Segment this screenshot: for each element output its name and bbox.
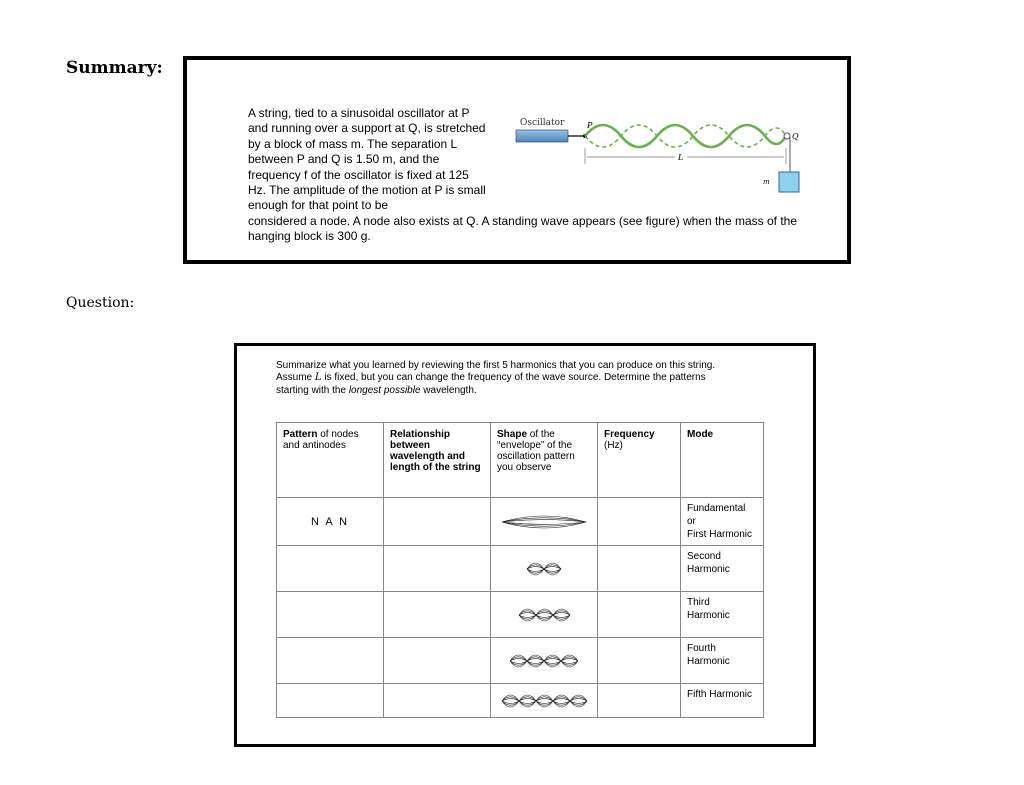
table-row: [277, 684, 764, 718]
mode-label: or: [687, 516, 696, 527]
envelope-shape: [500, 693, 589, 709]
instructions-line-1: Summarize what you learned by reviewing the first 5 harmonics that you can produce on this string.: [276, 360, 716, 371]
shape-cell: [491, 498, 598, 546]
mode-label: First Harmonic: [687, 529, 753, 540]
p-label: P: [587, 121, 593, 130]
envelope-curve: [502, 516, 586, 522]
envelope-curve: [502, 517, 586, 521]
q-label: Q: [792, 132, 799, 141]
envelope-curve: [519, 612, 570, 614]
header-frequency: Frequency (Hz): [598, 423, 681, 498]
relationship-cell[interactable]: [384, 546, 491, 592]
summary-text-wide: considered a node. A node also exists at Q. A standing wave appears (see figure) when the mass of the hanging block is 300 g.: [248, 213, 798, 244]
l-label: L: [678, 153, 684, 162]
mode-label: Second: [687, 551, 721, 562]
question-heading: Question:: [66, 295, 135, 311]
pattern-cell[interactable]: [277, 684, 384, 718]
mode-cell: [681, 638, 764, 684]
envelope-curve: [502, 701, 587, 703]
frequency-cell[interactable]: [598, 684, 681, 718]
mode-cell: [681, 592, 764, 638]
mode-cell: [681, 498, 764, 546]
frequency-cell[interactable]: [598, 546, 681, 592]
instructions-line-2: Assume L is fixed, but you can change the frequency of the wave source. Determine the patterns: [276, 372, 706, 384]
table-row: [277, 546, 764, 592]
summary-heading: Summary:: [66, 58, 163, 78]
envelope-curve: [527, 563, 561, 569]
header-shape: Shape of the “envelope” of the oscillation pattern you observe: [491, 423, 598, 498]
frequency-cell[interactable]: [598, 498, 681, 546]
mode-label: Fifth Harmonic: [687, 689, 753, 700]
envelope-curve: [502, 698, 587, 700]
shape-cell: [491, 546, 598, 592]
header-pattern: Pattern of nodes and antinodes: [277, 423, 384, 498]
mode-cell: [681, 684, 764, 718]
frequency-cell[interactable]: [598, 638, 681, 684]
envelope-curve: [527, 569, 561, 575]
mode-label: Third: [687, 597, 710, 608]
hanging-block: [779, 172, 799, 192]
envelope-shape: [517, 607, 572, 623]
shape-cell: [491, 638, 598, 684]
summary-text-narrow: A string, tied to a sinusoidal oscillator at P and running over a support at Q, is stretched by a block of mass m. The separation L between P and Q is 1.50 m, and the frequency f of the oscillator is fixed at 125 Hz. The amplitude of the motion at P is small enough for that point to be: [248, 106, 486, 213]
standing-wave-figure: [513, 112, 803, 198]
frequency-cell[interactable]: [598, 592, 681, 638]
shape-cell: [491, 684, 598, 718]
header-relationship: Relationship between wavelength and length of the string: [384, 423, 491, 498]
oscillator-block: [516, 130, 568, 142]
harmonics-table: [276, 422, 764, 718]
envelope-curve: [519, 609, 570, 615]
shape-cell: [491, 592, 598, 638]
envelope-curve: [510, 655, 578, 661]
mode-label: Fourth: [687, 643, 716, 654]
envelope-curve: [519, 615, 570, 617]
mode-label: Harmonic: [687, 610, 730, 621]
relationship-cell[interactable]: [384, 638, 491, 684]
relationship-cell[interactable]: [384, 684, 491, 718]
pattern-cell[interactable]: [277, 592, 384, 638]
oscillator-label: Oscillator: [520, 118, 565, 128]
envelope-shape: [500, 514, 588, 530]
table-row: [277, 498, 764, 546]
instructions-line-3: starting with the longest possible wavelength.: [276, 384, 477, 396]
header-mode: Mode: [681, 423, 764, 498]
pattern-cell[interactable]: [277, 638, 384, 684]
envelope-curve: [502, 522, 586, 528]
pattern-cell[interactable]: N A N: [277, 498, 384, 546]
m-label: m: [763, 178, 770, 186]
envelope-curve: [519, 615, 570, 621]
mode-label: Harmonic: [687, 656, 730, 667]
mode-cell: [681, 546, 764, 592]
table-row: [277, 592, 764, 638]
envelope-shape: [508, 653, 580, 669]
envelope-curve: [510, 661, 578, 667]
relationship-cell[interactable]: [384, 498, 491, 546]
relationship-cell[interactable]: [384, 592, 491, 638]
mode-label: Fundamental: [687, 503, 746, 514]
instructions: [276, 360, 776, 397]
envelope-shape: [525, 561, 563, 577]
mode-label: Harmonic: [687, 564, 730, 575]
pattern-cell[interactable]: [277, 546, 384, 592]
table-row: [277, 638, 764, 684]
envelope-curve: [502, 522, 586, 526]
support-pulley: [784, 133, 790, 139]
